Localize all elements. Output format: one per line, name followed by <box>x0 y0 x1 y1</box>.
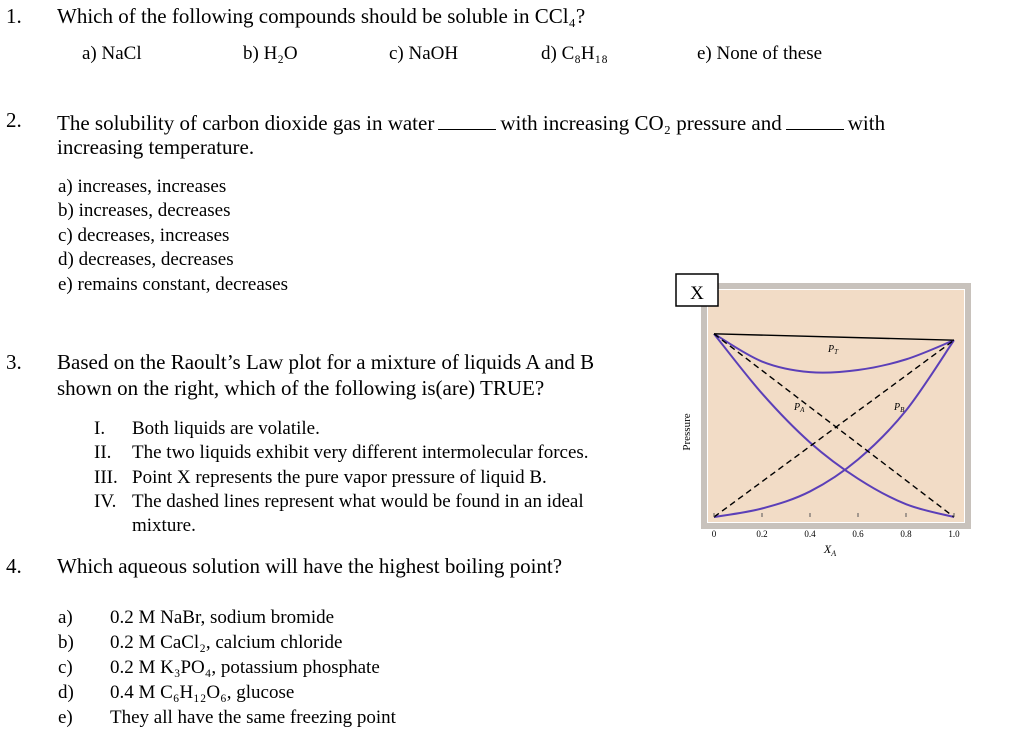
q4-option-e <box>58 708 396 727</box>
q4-option-e-label: e) <box>58 707 73 728</box>
q2-text-part2: with increasing CO₂ pressure and <box>500 110 782 135</box>
q2-blank-2 <box>786 110 844 130</box>
q3-statement-1-text: Both liquids are volatile. <box>132 418 320 439</box>
x-tick-label: 0.4 <box>804 529 816 539</box>
x-tick-label: 1.0 <box>948 529 960 539</box>
q2-option-a: a) increases, increases <box>58 176 227 197</box>
q2-number: 2. <box>6 108 22 132</box>
q3-statement-2 <box>94 443 589 462</box>
q2-text-part3: with <box>847 110 886 135</box>
q4-number: 4. <box>6 554 22 578</box>
chart-plot-background <box>708 290 964 522</box>
q4-option-b <box>58 633 342 652</box>
q3-statement-1 <box>94 419 320 438</box>
q3-statement-4-text: The dashed lines represent what would be found in an ideal <box>132 491 584 512</box>
q4-option-c-label: c) <box>58 657 73 678</box>
q3-number: 3. <box>6 350 22 374</box>
q2-blank-1 <box>438 110 496 130</box>
q4-option-d-text: 0.4 M C₆H₁₂O₆, glucose <box>110 682 295 703</box>
q1-option-d: d) C₈H₁₈ <box>541 43 608 64</box>
x-tick-label: 0.6 <box>852 529 864 539</box>
q2-text-line1 <box>57 110 885 134</box>
q4-option-d-label: d) <box>58 682 74 703</box>
q3-statement-2-text: The two liquids exhibit very different intermolecular forces. <box>132 442 589 463</box>
q1-option-e: e) None of these <box>697 43 823 64</box>
q2-option-b: b) increases, decreases <box>58 200 231 221</box>
q1-number: 1. <box>6 4 22 28</box>
q2-text-line2: increasing temperature. <box>57 135 255 159</box>
q3-statement-2-label: II. <box>94 442 112 463</box>
q3-statement-4 <box>94 492 584 511</box>
y-axis-label: Pressure <box>681 413 693 451</box>
q3-statement-4-cont: mixture. <box>132 515 196 536</box>
raoult-chart <box>668 272 978 572</box>
x-tick-label: 0.8 <box>900 529 912 539</box>
q1-text: Which of the following compounds should be soluble in CCl₄? <box>57 4 586 28</box>
q2-option-c: c) decreases, increases <box>58 225 230 246</box>
q4-option-a-label: a) <box>58 607 73 628</box>
q3-statement-3 <box>94 468 547 487</box>
q2-text-part1: The solubility of carbon dioxide gas in water <box>57 110 435 135</box>
x-axis-label: $X_A$ <box>823 542 837 558</box>
q3-statement-3-label: III. <box>94 467 118 488</box>
q3-line2: shown on the right, which of the following is(are) TRUE? <box>57 376 545 400</box>
q3-statement-4-label: IV. <box>94 491 117 512</box>
q4-option-a <box>58 608 334 627</box>
q4-option-d <box>58 683 294 702</box>
q1-option-c: c) NaOH <box>389 43 459 64</box>
q4-text: Which aqueous solution will have the highest boiling point? <box>57 554 563 578</box>
q2-option-d: d) decreases, decreases <box>58 249 234 270</box>
series-label-pa: $P_A$ <box>794 402 805 414</box>
q4-option-c-text: 0.2 M K₃PO₄, potassium phosphate <box>110 657 380 678</box>
x-tick-label: 0 <box>711 529 717 539</box>
q4-option-e-text: They all have the same freezing point <box>110 707 396 728</box>
q3-statement-3-text: Point X represents the pure vapor pressure of liquid B. <box>132 467 547 488</box>
x-tick-label: 0.2 <box>756 529 768 539</box>
q3-statement-1-label: I. <box>94 418 106 439</box>
q1-option-a: a) NaCl <box>82 43 142 64</box>
q1-option-b: b) H₂O <box>243 43 298 64</box>
q4-option-c <box>58 658 380 677</box>
q4-option-a-text: 0.2 M NaBr, sodium bromide <box>110 607 335 628</box>
q4-option-b-label: b) <box>58 632 74 653</box>
series-label-pb: $P_B$ <box>894 402 905 414</box>
point-x-label: X <box>690 283 704 304</box>
series-label-pt: $P_T$ <box>828 344 839 356</box>
q3-line1: Based on the Raoult’s Law plot for a mixture of liquids A and B <box>57 350 595 374</box>
q2-option-e: e) remains constant, decreases <box>58 274 289 295</box>
q4-option-b-text: 0.2 M CaCl₂, calcium chloride <box>110 632 343 653</box>
